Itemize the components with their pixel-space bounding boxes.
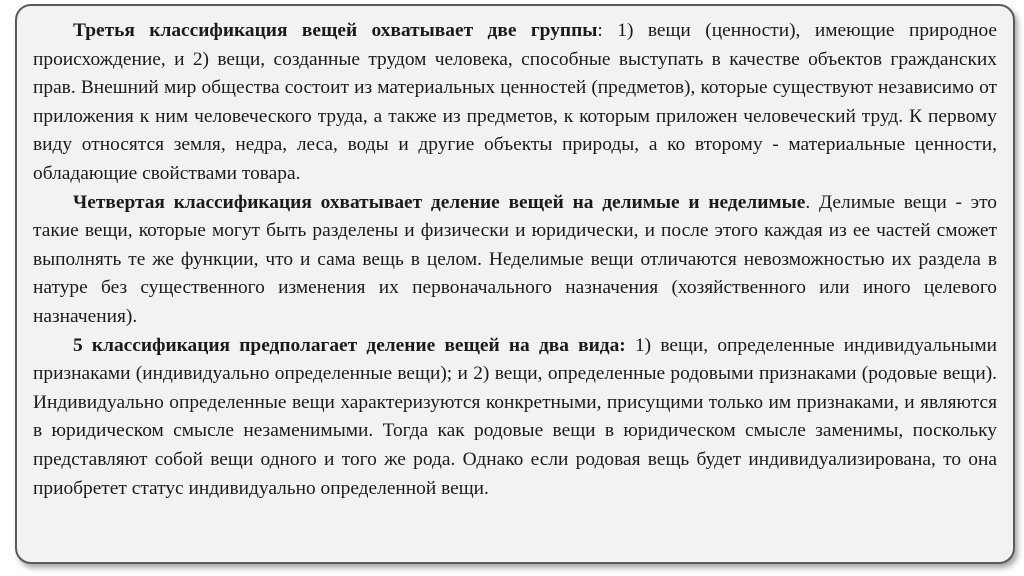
paragraph-fifth-classification bbox=[33, 332, 997, 504]
paragraph-lead: Третья классификация вещей охватывает две группы bbox=[73, 20, 598, 41]
paragraph-body: : 1) вещи (ценности), имеющие природное происхождение, и 2) вещи, созданные трудом человека, способные выступать в качестве объектов гражданских прав. Внешний мир общества состоит из материальных ценностей (предметов), которые существуют независимо от приложения к ним человеческого труда, а также из предметов, к которым приложен человеческий труд. К первому виду относятся земля, недра, леса, воды и другие объекты природы, а ко второму - материальные ценности, обладающие свойствами товара. bbox=[33, 20, 998, 184]
paragraph-third-classification bbox=[33, 17, 997, 189]
paragraph-lead: Четвертая классификация охватывает деление вещей на делимые и неделимые bbox=[73, 191, 806, 213]
paragraph-lead: 5 классификация предполагает деление вещей на два вида: bbox=[73, 334, 626, 356]
text-frame bbox=[15, 4, 1015, 564]
paragraph-body: 1) вещи, определенные индивидуальными признаками (индивидуально определенные вещи); и 2) вещи, определенные родовыми признаками (родовые вещи). Индивидуально определенные вещи характеризуются конкретными, присущими только им признаками, и являются в юридическом смысле незаменимыми. Тогда как родовые вещи в юридическом смысле заменимы, поскольку представляют собой вещи одного и того же рода. Однако если родовая вещь будет индивидуализирована, то она приобретет статус индивидуально определенной вещи. bbox=[33, 334, 997, 499]
paragraph-body: . Делимые вещи - это такие вещи, которые могут быть разделены и физически и юридически, и после этого каждая из ее частей сможет выполнять те же функции, что и сама вещь в целом. Неделимые вещи отличаются невозможностью их раздела в натуре без существенного изменения их первоначального назначения (хозяйственного или иного целевого назначения). bbox=[33, 191, 997, 327]
paragraph-fourth-classification bbox=[33, 189, 997, 332]
